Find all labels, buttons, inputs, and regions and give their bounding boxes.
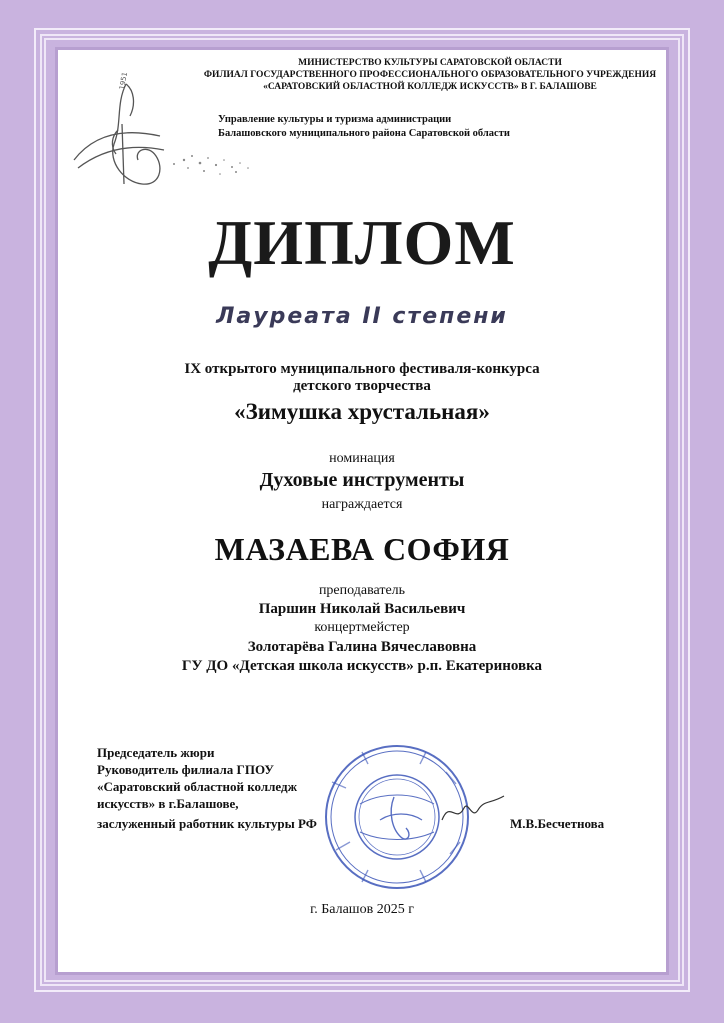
nomination-label: номинация xyxy=(329,451,395,466)
accompanist-label: концертмейстер xyxy=(314,620,410,635)
festival-name: «Зимушка хрустальная» xyxy=(234,399,490,424)
svg-text:1951: 1951 xyxy=(118,71,130,91)
teacher-name: Паршин Николай Васильевич xyxy=(258,601,466,617)
handwritten-signature-icon xyxy=(438,790,508,830)
header-branch: ФИЛИАЛ ГОСУДАРСТВЕННОГО ПРОФЕССИОНАЛЬНОГО ОБРАЗОВАТЕЛЬНОГО УЧРЕЖДЕНИЯ xyxy=(203,70,657,80)
festival-line-1: IX открытого муниципального фестиваля-конкурса xyxy=(184,361,540,377)
header-ministry: МИНИСТЕРСТВО КУЛЬТУРЫ САРАТОВСКОЙ ОБЛАСТИ xyxy=(298,58,562,68)
accompanist-name: Золотарёва Галина Вячеславовна xyxy=(247,639,477,655)
diploma-title: ДИПЛОМ xyxy=(208,207,516,278)
degree-handwritten: Лауреата II степени xyxy=(216,304,508,329)
signer-position-1: Руководитель филиала ГПОУ xyxy=(97,762,274,777)
festival-line-2: детского творчества xyxy=(293,378,431,394)
signer-position-3: искусств» в г.Балашове, xyxy=(97,796,239,811)
awarded-label: награждается xyxy=(321,497,403,512)
header-college: «САРАТОВСКИЙ ОБЛАСТНОЙ КОЛЛЕДЖ ИСКУССТВ» В Г. БАЛАШОВЕ xyxy=(263,82,597,92)
signer-honorary-title: заслуженный работник культуры РФ xyxy=(97,816,317,831)
nomination-value: Духовые инструменты xyxy=(259,469,465,491)
school-name: ГУ ДО «Детская школа искусств» р.п. Екатериновка xyxy=(181,658,543,674)
signer-name: М.В.Бесчетнова xyxy=(510,816,605,831)
jury-chair-title: Председатель жюри xyxy=(97,745,215,760)
header-district: Балашовского муниципального района Саратовской области xyxy=(218,128,510,139)
header-department: Управление культуры и туризма администрации xyxy=(218,114,452,125)
place-year: г. Балашов 2025 г xyxy=(310,902,414,917)
signer-position-2: «Саратовский областной колледж xyxy=(97,779,298,794)
recipient-name: МАЗАЕВА СОФИЯ xyxy=(214,531,510,567)
teacher-label: преподаватель xyxy=(318,583,406,598)
